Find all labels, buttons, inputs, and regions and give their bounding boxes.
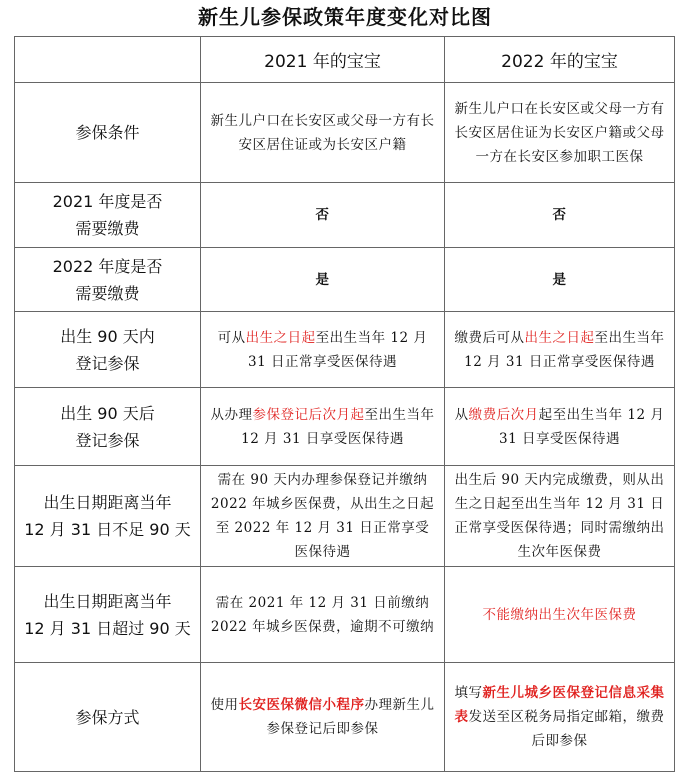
row-label — [15, 567, 201, 663]
cell-text-segment: 否 — [552, 207, 567, 223]
cell-2021 — [201, 83, 445, 183]
table-row-method — [15, 663, 675, 772]
row-label-line: 2021 年度是否 — [52, 192, 163, 211]
cell-2022 — [445, 312, 675, 388]
cell-text-segment: 从 — [454, 406, 469, 423]
cell-2021 — [201, 663, 445, 772]
header-2022: 2022 年的宝宝 — [445, 37, 675, 83]
row-label-line: 需要缴费 — [75, 219, 140, 238]
row-label-line: 出生 90 天后 — [60, 403, 155, 423]
cell-text-segment: 否 — [315, 207, 330, 223]
table-row-pay-2022 — [15, 248, 675, 312]
row-label — [15, 388, 201, 466]
row-label-line: 出生日期距离当年 — [43, 493, 172, 512]
row-label-line: 参保条件 — [75, 123, 140, 142]
cell-text-segment: 是 — [552, 271, 567, 288]
row-label-line: 出生日期距离当年 — [43, 591, 172, 611]
row-label-line: 出生 90 天内 — [60, 326, 155, 346]
cell-2021 — [201, 388, 445, 466]
row-label-line: 登记参保 — [75, 430, 140, 450]
cell-text-segment: 填写 — [454, 685, 483, 701]
cell-2021 — [201, 248, 445, 312]
row-label — [15, 248, 201, 312]
cell-2022 — [445, 388, 675, 466]
cell-text-segment: 长安医保微信小程序 — [238, 697, 365, 713]
cell-text-segment: 需在 2021 年 12 月 31 日前缴纳 2022 年城乡医保费，逾期不可缴纳 — [210, 594, 435, 635]
cell-text-segment: 新生儿户口在长安区或父母一方有长安区居住证为长安区户籍或父母一方在长安区参加职工医保 — [454, 100, 665, 165]
row-label-line: 需要缴费 — [75, 283, 140, 303]
table-row-after-90-days — [15, 388, 675, 466]
row-label-line: 12 月 31 日超过 90 天 — [24, 618, 191, 638]
cell-text-segment: 缴费后可从 — [454, 329, 525, 346]
header-2021: 2021 年的宝宝 — [201, 37, 445, 83]
cell-2022 — [445, 183, 675, 248]
cell-2022 — [445, 83, 675, 183]
cell-text-segment: 不能缴纳出生次年医保费 — [482, 606, 637, 623]
row-label-line: 登记参保 — [75, 353, 140, 373]
cell-text-segment: 新生儿户口在长安区或父母一方有长安区居住证或为长安区户籍 — [210, 112, 435, 153]
cell-text-segment: 使用 — [210, 697, 239, 713]
row-label — [15, 183, 201, 248]
cell-2022 — [445, 248, 675, 312]
row-label-line: 参保方式 — [75, 707, 140, 727]
cell-text-segment: 出生之日起 — [524, 329, 595, 346]
cell-2022 — [445, 466, 675, 567]
cell-2021 — [201, 567, 445, 663]
cell-text-segment: 起至出生当年 12 月 31 日享受医保待遇 — [499, 406, 665, 447]
cell-text-segment: 需在 90 天内办理参保登记并缴纳 2022 年城乡医保费，从出生之日起至 2022 年 12 月 31 日正常享受医保待遇 — [210, 472, 435, 560]
row-label — [15, 312, 201, 388]
cell-2022 — [445, 567, 675, 663]
table-row-under-90-days — [15, 466, 675, 567]
header-row — [15, 37, 675, 83]
page-title: 新生儿参保政策年度变化对比图 — [198, 5, 492, 29]
table-row-conditions — [15, 83, 675, 183]
cell-text-segment: 新生儿城乡医保登记信息采集表 — [454, 685, 665, 725]
cell-text-segment: 出生之日起 — [245, 329, 316, 346]
row-label-line: 12 月 31 日不足 90 天 — [24, 520, 191, 539]
cell-text-segment: 可从 — [217, 329, 246, 346]
table-row-within-90-days — [15, 312, 675, 388]
row-label — [15, 83, 201, 183]
cell-text-segment: 至出生当年 12 月 31 日正常享受医保待遇 — [464, 329, 665, 370]
cell-text-segment: 至出生当年 12 月 31 日正常享受医保待遇 — [248, 329, 428, 370]
row-label — [15, 466, 201, 567]
header-empty-cell — [15, 37, 201, 83]
cell-2021 — [201, 183, 445, 248]
cell-text-segment: 办理新生儿参保登记后即参保 — [266, 697, 435, 737]
cell-2021 — [201, 312, 445, 388]
table-row-over-90-days — [15, 567, 675, 663]
cell-2022 — [445, 663, 675, 772]
cell-text-segment: 是 — [315, 271, 330, 288]
cell-text-segment: 发送至区税务局指定邮箱，缴费后即参保 — [468, 709, 665, 749]
table-row-pay-2021 — [15, 183, 675, 248]
comparison-table — [14, 36, 675, 772]
cell-text-segment: 缴费后次月 — [468, 406, 539, 423]
cell-2021 — [201, 466, 445, 567]
cell-text-segment: 至出生当年 12 月 31 日享受医保待遇 — [241, 406, 435, 447]
cell-text-segment: 参保登记后次月起 — [252, 406, 365, 423]
cell-text-segment: 出生后 90 天内完成缴费，则从出生之日起至出生当年 12 月 31 日正常享受医保待遇；同时需缴纳出生次年医保费 — [454, 472, 665, 560]
row-label — [15, 663, 201, 772]
cell-text-segment: 从办理 — [210, 406, 253, 423]
row-label-line: 2022 年度是否 — [52, 256, 163, 276]
